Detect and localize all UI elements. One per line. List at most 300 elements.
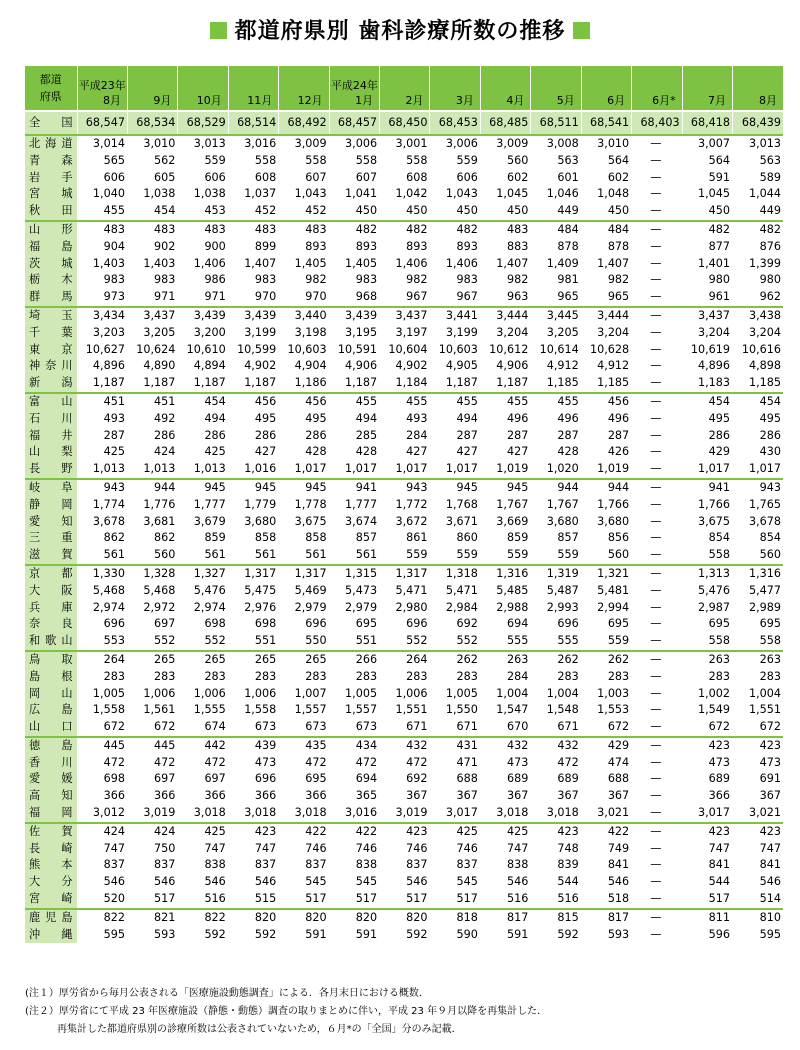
table-cell: 698 bbox=[178, 616, 228, 633]
table-row bbox=[25, 719, 783, 737]
column-header bbox=[531, 66, 581, 111]
table-cell: 545 bbox=[329, 874, 379, 891]
table-cell: 560 bbox=[581, 547, 631, 565]
table-cell: 608 bbox=[228, 170, 278, 187]
column-header bbox=[733, 66, 783, 111]
table-cell: 698 bbox=[77, 771, 127, 788]
table-cell: 692 bbox=[430, 616, 480, 633]
column-month: 11月 bbox=[247, 94, 273, 107]
table-cell: 1,187 bbox=[77, 375, 127, 393]
table-cell: 1,405 bbox=[279, 256, 329, 273]
table-cell: 425 bbox=[77, 444, 127, 461]
table-cell: 483 bbox=[127, 221, 177, 239]
column-month: 6月 bbox=[607, 94, 626, 107]
table-cell: 945 bbox=[279, 479, 329, 497]
column-month: 10月 bbox=[196, 94, 222, 107]
table-cell: 943 bbox=[77, 479, 127, 497]
table-cell: 472 bbox=[380, 755, 430, 772]
table-cell: 1,557 bbox=[329, 702, 379, 719]
table-cell: 1,317 bbox=[380, 565, 430, 583]
table-cell: 558 bbox=[682, 633, 732, 651]
table-cell: — bbox=[632, 719, 682, 737]
prefecture-name: 山形 bbox=[25, 221, 77, 239]
table-cell: 3,680 bbox=[531, 514, 581, 531]
table-row bbox=[25, 616, 783, 633]
table-cell: 2,993 bbox=[531, 600, 581, 617]
table-cell: 694 bbox=[480, 616, 530, 633]
table-cell: 602 bbox=[581, 170, 631, 187]
prefecture-name: 山梨 bbox=[25, 444, 77, 461]
column-month: 3月 bbox=[455, 94, 474, 107]
table-cell: — bbox=[632, 411, 682, 428]
table-cell: 367 bbox=[733, 788, 783, 805]
table-cell: 367 bbox=[581, 788, 631, 805]
table-cell: 1,558 bbox=[228, 702, 278, 719]
table-cell: — bbox=[632, 375, 682, 393]
table-cell: 283 bbox=[127, 669, 177, 686]
table-cell: 860 bbox=[430, 530, 480, 547]
table-cell: 695 bbox=[733, 616, 783, 633]
table-cell: 1,042 bbox=[380, 186, 430, 203]
table-cell: 1,007 bbox=[279, 686, 329, 703]
table-cell: 1,407 bbox=[480, 256, 530, 273]
table-cell: 427 bbox=[480, 444, 530, 461]
table-cell: 1,327 bbox=[178, 565, 228, 583]
table-cell: 2,972 bbox=[127, 600, 177, 617]
table-cell: 559 bbox=[430, 547, 480, 565]
table-cell: 559 bbox=[430, 153, 480, 170]
table-cell: 551 bbox=[329, 633, 379, 651]
table-cell: 1,315 bbox=[329, 565, 379, 583]
table-cell: 68,450 bbox=[380, 111, 430, 135]
table-cell: 450 bbox=[480, 203, 530, 221]
table-cell: 1,006 bbox=[127, 686, 177, 703]
table-cell: 555 bbox=[531, 633, 581, 651]
table-row bbox=[25, 565, 783, 583]
prefecture-name: 宮崎 bbox=[25, 891, 77, 909]
table-cell: 1,550 bbox=[430, 702, 480, 719]
table-cell: 518 bbox=[581, 891, 631, 909]
prefecture-name: 宮城 bbox=[25, 186, 77, 203]
table-cell: 286 bbox=[733, 428, 783, 445]
table-cell: 859 bbox=[480, 530, 530, 547]
table-cell: 747 bbox=[682, 841, 732, 858]
table-cell: 1,187 bbox=[329, 375, 379, 393]
table-cell: 366 bbox=[178, 788, 228, 805]
table-cell: 986 bbox=[178, 272, 228, 289]
table-cell: 561 bbox=[228, 547, 278, 565]
table-row bbox=[25, 874, 783, 891]
table-cell: 561 bbox=[329, 547, 379, 565]
table-cell: 68,453 bbox=[430, 111, 480, 135]
table-cell: 262 bbox=[581, 651, 631, 669]
table-cell: 287 bbox=[531, 428, 581, 445]
table-cell: 482 bbox=[733, 221, 783, 239]
table-cell: 697 bbox=[127, 771, 177, 788]
table-cell: 605 bbox=[127, 170, 177, 187]
table-cell: — bbox=[632, 805, 682, 823]
table-cell: 3,441 bbox=[430, 307, 480, 325]
table-row bbox=[25, 530, 783, 547]
table-cell: — bbox=[632, 530, 682, 547]
table-cell: 283 bbox=[581, 669, 631, 686]
table-cell: 367 bbox=[430, 788, 480, 805]
table-cell: 899 bbox=[228, 239, 278, 256]
table-cell: 5,476 bbox=[682, 583, 732, 600]
table-cell: 1,557 bbox=[279, 702, 329, 719]
table-cell: 1,004 bbox=[480, 686, 530, 703]
table-cell: 422 bbox=[279, 823, 329, 841]
table-cell: 4,906 bbox=[329, 358, 379, 375]
table-cell: 746 bbox=[430, 841, 480, 858]
table-cell: 941 bbox=[329, 479, 379, 497]
table-cell: 472 bbox=[178, 755, 228, 772]
table-cell: 483 bbox=[178, 221, 228, 239]
table-cell: 589 bbox=[733, 170, 783, 187]
table-cell: 546 bbox=[581, 874, 631, 891]
table-cell: 3,001 bbox=[380, 135, 430, 153]
table-cell: 3,012 bbox=[77, 805, 127, 823]
table-cell: 3,204 bbox=[733, 325, 783, 342]
table-cell: 366 bbox=[228, 788, 278, 805]
column-month: 6月* bbox=[652, 94, 676, 107]
table-cell: 983 bbox=[77, 272, 127, 289]
table-cell: 5,473 bbox=[329, 583, 379, 600]
table-cell: 265 bbox=[279, 651, 329, 669]
prefecture-name: 北海道 bbox=[25, 135, 77, 153]
table-cell: 671 bbox=[430, 719, 480, 737]
table-cell: 1,401 bbox=[682, 256, 732, 273]
table-cell: — bbox=[632, 272, 682, 289]
table-cell: 517 bbox=[682, 891, 732, 909]
corner-line-1: 都道 bbox=[39, 73, 62, 86]
table-cell: 434 bbox=[329, 737, 379, 755]
table-cell: 822 bbox=[178, 909, 228, 927]
table-cell: 494 bbox=[329, 411, 379, 428]
table-cell: 285 bbox=[329, 428, 379, 445]
table-cell: 68,541 bbox=[581, 111, 631, 135]
table-cell: 284 bbox=[480, 669, 530, 686]
table-cell: 3,018 bbox=[178, 805, 228, 823]
prefecture-name: 大阪 bbox=[25, 583, 77, 600]
table-cell: 426 bbox=[581, 444, 631, 461]
table-cell: 593 bbox=[581, 927, 631, 944]
table-cell: 4,898 bbox=[733, 358, 783, 375]
table-cell: 973 bbox=[77, 289, 127, 307]
table-cell: 68,485 bbox=[480, 111, 530, 135]
prefecture-name: 秋田 bbox=[25, 203, 77, 221]
table-cell: 2,979 bbox=[279, 600, 329, 617]
table-cell: 606 bbox=[430, 170, 480, 187]
table-cell: 1,558 bbox=[77, 702, 127, 719]
table-cell: 3,200 bbox=[178, 325, 228, 342]
table-cell: 1,403 bbox=[127, 256, 177, 273]
table-cell: 3,680 bbox=[228, 514, 278, 531]
table-cell: 1,317 bbox=[279, 565, 329, 583]
table-cell: 68,418 bbox=[682, 111, 732, 135]
table-cell: 962 bbox=[733, 289, 783, 307]
prefecture-name: 香川 bbox=[25, 755, 77, 772]
column-month: 5月 bbox=[556, 94, 575, 107]
table-cell: 1,777 bbox=[178, 497, 228, 514]
table-cell: 564 bbox=[682, 153, 732, 170]
table-cell: 544 bbox=[682, 874, 732, 891]
table-cell: 595 bbox=[77, 927, 127, 944]
table-cell: 10,603 bbox=[430, 342, 480, 359]
table-cell: 838 bbox=[329, 857, 379, 874]
column-month: 2月 bbox=[405, 94, 424, 107]
table-cell: 820 bbox=[380, 909, 430, 927]
table-cell: 68,439 bbox=[733, 111, 783, 135]
table-cell: — bbox=[632, 891, 682, 909]
table-cell: 3,681 bbox=[127, 514, 177, 531]
prefecture-name: 兵庫 bbox=[25, 600, 77, 617]
table-cell: 3,438 bbox=[733, 307, 783, 325]
table-cell: 963 bbox=[480, 289, 530, 307]
prefecture-name: 島根 bbox=[25, 669, 77, 686]
table-cell: 484 bbox=[581, 221, 631, 239]
table-cell: 902 bbox=[127, 239, 177, 256]
table-cell: — bbox=[632, 927, 682, 944]
table-cell: 3,434 bbox=[77, 307, 127, 325]
table-cell: 3,016 bbox=[228, 135, 278, 153]
table-cell: 673 bbox=[228, 719, 278, 737]
table-cell: 1,561 bbox=[127, 702, 177, 719]
table-cell: 1,017 bbox=[733, 461, 783, 479]
table-cell: 5,487 bbox=[531, 583, 581, 600]
table-cell: 545 bbox=[279, 874, 329, 891]
table-cell: 495 bbox=[279, 411, 329, 428]
table-cell: 1,045 bbox=[480, 186, 530, 203]
table-cell: 2,979 bbox=[329, 600, 379, 617]
table-cell: 515 bbox=[228, 891, 278, 909]
prefecture-name: 長野 bbox=[25, 461, 77, 479]
table-cell: 283 bbox=[329, 669, 379, 686]
table-cell: 546 bbox=[380, 874, 430, 891]
table-cell: 2,984 bbox=[430, 600, 480, 617]
table-cell: 893 bbox=[329, 239, 379, 256]
table-row bbox=[25, 600, 783, 617]
table-cell: 3,445 bbox=[531, 307, 581, 325]
table-cell: 263 bbox=[682, 651, 732, 669]
table-cell: 3,016 bbox=[329, 805, 379, 823]
table-cell: 689 bbox=[682, 771, 732, 788]
table-cell: 563 bbox=[531, 153, 581, 170]
table-row bbox=[25, 633, 783, 651]
table-cell: 818 bbox=[430, 909, 480, 927]
table-cell: — bbox=[632, 669, 682, 686]
table-cell: 1,319 bbox=[531, 565, 581, 583]
table-row bbox=[25, 170, 783, 187]
table-cell: 696 bbox=[77, 616, 127, 633]
table-cell: 4,904 bbox=[279, 358, 329, 375]
table-cell: 811 bbox=[682, 909, 732, 927]
table-cell: — bbox=[632, 256, 682, 273]
prefecture-name: 静岡 bbox=[25, 497, 77, 514]
column-header bbox=[682, 66, 732, 111]
table-cell: 857 bbox=[531, 530, 581, 547]
table-cell: 878 bbox=[531, 239, 581, 256]
table-row bbox=[25, 823, 783, 841]
table-cell: 858 bbox=[228, 530, 278, 547]
table-cell: 672 bbox=[77, 719, 127, 737]
table-cell: 858 bbox=[279, 530, 329, 547]
table-cell: 970 bbox=[228, 289, 278, 307]
table-cell: 748 bbox=[531, 841, 581, 858]
table-cell: 564 bbox=[581, 153, 631, 170]
table-cell: 3,439 bbox=[329, 307, 379, 325]
table-cell: 514 bbox=[733, 891, 783, 909]
table-cell: 983 bbox=[329, 272, 379, 289]
prefecture-name: 愛媛 bbox=[25, 771, 77, 788]
table-cell: 3,019 bbox=[127, 805, 177, 823]
table-cell: 750 bbox=[127, 841, 177, 858]
table-cell: 449 bbox=[733, 203, 783, 221]
table-cell: 967 bbox=[380, 289, 430, 307]
table-cell: 4,896 bbox=[77, 358, 127, 375]
table-cell: 3,444 bbox=[581, 307, 631, 325]
table-cell: 4,902 bbox=[380, 358, 430, 375]
table-cell: 1,013 bbox=[178, 461, 228, 479]
table-cell: 425 bbox=[430, 823, 480, 841]
table-cell: 1,187 bbox=[430, 375, 480, 393]
table-cell: 837 bbox=[430, 857, 480, 874]
table-cell: 1,020 bbox=[531, 461, 581, 479]
table-cell: 696 bbox=[228, 771, 278, 788]
table-cell: 455 bbox=[531, 393, 581, 411]
table-row bbox=[25, 479, 783, 497]
table-cell: 5,485 bbox=[480, 583, 530, 600]
table-cell: 10,591 bbox=[329, 342, 379, 359]
table-cell: — bbox=[632, 565, 682, 583]
table-cell: 424 bbox=[127, 823, 177, 841]
table-cell: 283 bbox=[228, 669, 278, 686]
table-cell: 3,675 bbox=[682, 514, 732, 531]
table-cell: 893 bbox=[380, 239, 430, 256]
table-cell: — bbox=[632, 686, 682, 703]
table-cell: 484 bbox=[531, 221, 581, 239]
table-cell: 472 bbox=[531, 755, 581, 772]
table-row bbox=[25, 686, 783, 703]
table-cell: 591 bbox=[279, 927, 329, 944]
table-cell: 496 bbox=[581, 411, 631, 428]
table-cell: 1,185 bbox=[733, 375, 783, 393]
table-cell: 517 bbox=[430, 891, 480, 909]
table-cell: 1,041 bbox=[329, 186, 379, 203]
table-row bbox=[25, 909, 783, 927]
table-row bbox=[25, 788, 783, 805]
table-cell: 900 bbox=[178, 239, 228, 256]
table-row bbox=[25, 393, 783, 411]
dental-clinic-table bbox=[25, 66, 783, 943]
table-cell: 1,549 bbox=[682, 702, 732, 719]
table-cell: 983 bbox=[127, 272, 177, 289]
table-cell: 822 bbox=[77, 909, 127, 927]
table-cell: 517 bbox=[127, 891, 177, 909]
table-cell: 264 bbox=[77, 651, 127, 669]
table-cell: 837 bbox=[127, 857, 177, 874]
table-cell: 982 bbox=[380, 272, 430, 289]
table-cell: 561 bbox=[279, 547, 329, 565]
table-cell: 695 bbox=[329, 616, 379, 633]
table-cell: 3,006 bbox=[329, 135, 379, 153]
table-cell: 3,013 bbox=[733, 135, 783, 153]
table-cell: 496 bbox=[531, 411, 581, 428]
table-cell: 427 bbox=[380, 444, 430, 461]
table-cell: — bbox=[632, 170, 682, 187]
table-row bbox=[25, 805, 783, 823]
table-cell: 1,548 bbox=[531, 702, 581, 719]
table-cell: 4,905 bbox=[430, 358, 480, 375]
column-header bbox=[127, 66, 177, 111]
table-cell: 10,616 bbox=[733, 342, 783, 359]
table-cell: 559 bbox=[380, 547, 430, 565]
table-body bbox=[25, 111, 783, 943]
table-cell: 672 bbox=[127, 719, 177, 737]
table-cell: 1,038 bbox=[178, 186, 228, 203]
table-cell: 746 bbox=[279, 841, 329, 858]
table-cell: 452 bbox=[228, 203, 278, 221]
table-cell: 961 bbox=[682, 289, 732, 307]
prefecture-name: 新潟 bbox=[25, 375, 77, 393]
table-cell: 68,514 bbox=[228, 111, 278, 135]
table-cell: 423 bbox=[228, 823, 278, 841]
table-cell: 432 bbox=[531, 737, 581, 755]
table-row bbox=[25, 153, 783, 170]
table-cell: 3,678 bbox=[733, 514, 783, 531]
table-cell: 68,403 bbox=[632, 111, 682, 135]
table-cell: 558 bbox=[329, 153, 379, 170]
table-cell: 839 bbox=[531, 857, 581, 874]
table-cell: 980 bbox=[682, 272, 732, 289]
column-month: 4月 bbox=[506, 94, 525, 107]
table-cell: 670 bbox=[480, 719, 530, 737]
table-cell: 2,994 bbox=[581, 600, 631, 617]
table-cell: 2,980 bbox=[380, 600, 430, 617]
table-cell: 747 bbox=[480, 841, 530, 858]
table-row bbox=[25, 497, 783, 514]
table-cell: 3,199 bbox=[430, 325, 480, 342]
table-cell: 473 bbox=[228, 755, 278, 772]
column-header bbox=[632, 66, 682, 111]
table-cell: 68,492 bbox=[279, 111, 329, 135]
table-cell: 424 bbox=[127, 444, 177, 461]
column-header bbox=[77, 66, 127, 111]
table-cell: 1,006 bbox=[380, 686, 430, 703]
table-cell: 1,407 bbox=[581, 256, 631, 273]
table-cell: 425 bbox=[178, 823, 228, 841]
table-cell: 1,183 bbox=[682, 375, 732, 393]
table-row bbox=[25, 256, 783, 273]
table-cell: 283 bbox=[178, 669, 228, 686]
table-cell: 3,678 bbox=[77, 514, 127, 531]
table-cell: 945 bbox=[480, 479, 530, 497]
table-cell: 68,547 bbox=[77, 111, 127, 135]
table-cell: 695 bbox=[581, 616, 631, 633]
table-cell: 3,021 bbox=[581, 805, 631, 823]
table-cell: 2,974 bbox=[178, 600, 228, 617]
table-cell: 366 bbox=[127, 788, 177, 805]
table-cell: — bbox=[632, 547, 682, 565]
table-cell: 430 bbox=[733, 444, 783, 461]
footnote-2: (注２）厚労省にて平成 23 年医療施設（静態・動態）調査の取りまとめに伴い，平成 23 年９月以降を再集計した． bbox=[25, 1006, 548, 1017]
table-cell: 367 bbox=[480, 788, 530, 805]
table-cell: 3,018 bbox=[228, 805, 278, 823]
table-cell: 1,185 bbox=[581, 375, 631, 393]
table-cell: 692 bbox=[380, 771, 430, 788]
table-cell: 424 bbox=[77, 823, 127, 841]
table-cell: 861 bbox=[380, 530, 430, 547]
